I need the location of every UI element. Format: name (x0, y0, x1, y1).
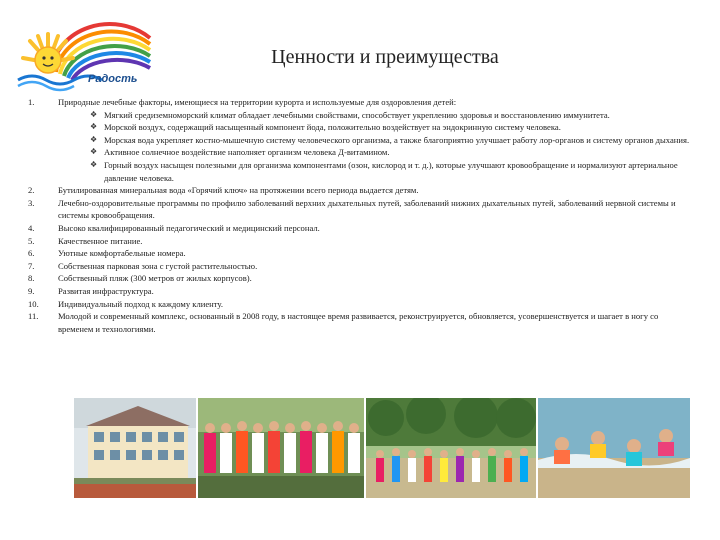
sub-item-text: Горный воздух насыщен полезными для организма компонентами (озон, кислород и т. д.), которые улучшают кровообращение и нормализуют артериальное давление человека. (104, 159, 678, 183)
item-text: Молодой и современный комплекс, основанный в 2008 году, в настоящее время развивается, реконструируется, обновляется, усовершенствуется и шагает в ногу со временем и технологиями. (58, 311, 659, 334)
item-number: 11. (28, 311, 39, 322)
values-list (28, 96, 694, 335)
photo-strip (74, 398, 690, 498)
item-number: 10. (28, 298, 39, 309)
item-text: Индивидуальный подход к каждому клиенту. (58, 298, 223, 309)
item-text: Лечебно-оздоровительные программы по профилю заболеваний верхних дыхательных путей, заболеваний нижних дыхательных путей, заболеваний нервной системы и системы кровообращения. (58, 197, 676, 221)
item-number: 6. (28, 248, 35, 259)
children-group-photo (198, 398, 364, 498)
diamond-bullet-icon: ❖ (90, 122, 98, 132)
item-number: 5. (28, 235, 35, 246)
list-item (28, 96, 694, 109)
item-text: Природные лечебные факторы, имеющиеся на территории курорта и используемые для оздоровления детей: (58, 97, 457, 107)
beach-children-photo (538, 398, 690, 498)
list-item (28, 272, 694, 285)
page-title: Ценности и преимущества (271, 46, 499, 68)
item-number: 2. (28, 185, 35, 196)
item-text: Высоко квалифицированный педагогический и медицинский персонал. (58, 222, 320, 233)
item-text: Развитая инфраструктура. (58, 285, 154, 296)
list-item (28, 222, 694, 235)
list-item (28, 247, 694, 260)
sub-item-text: Морская вода укрепляет костно-мышечную систему человеческого организма, а также благоприятно улучшает работу лор-органов и систему органов дыхания. (104, 134, 690, 145)
resort-building-photo (74, 398, 196, 498)
sub-list-item (28, 134, 694, 147)
list-item (28, 298, 694, 311)
item-number: 4. (28, 222, 35, 233)
list-item (28, 197, 694, 222)
item-number: 7. (28, 260, 35, 271)
diamond-bullet-icon: ❖ (90, 159, 98, 169)
item-text: Качественное питание. (58, 235, 143, 246)
sub-item-text: Активное солнечное воздействие наполняет организм человека Д-витамином. (104, 147, 390, 158)
list-item (28, 285, 694, 298)
list-item (28, 310, 694, 335)
list-item (28, 260, 694, 273)
item-text: Собственная парковая зона с густой растительностью. (58, 260, 258, 271)
item-number: 3. (28, 197, 35, 208)
sub-item-text: Морской воздух, содержащий насыщенный компонент йода, положительно воздействует на эндокринную систему человека. (104, 122, 561, 133)
item-text: Собственный пляж (300 метров от жилых корпусов). (58, 273, 252, 284)
diamond-bullet-icon: ❖ (90, 109, 98, 119)
item-number: 8. (28, 273, 35, 284)
diamond-bullet-icon: ❖ (90, 134, 98, 144)
park-crowd-photo (366, 398, 536, 498)
sub-list-item (28, 109, 694, 122)
item-text: Бутилированная минеральная вода «Горячий ключ» на протяжении всего периода выдается детям. (58, 185, 419, 196)
sub-list-item (28, 121, 694, 134)
item-number: 9. (28, 285, 35, 296)
sub-list-item (28, 146, 694, 159)
logo-text: Радость (88, 73, 138, 85)
list-item (28, 235, 694, 248)
sub-list-item (28, 159, 694, 184)
list-item (28, 184, 694, 197)
sub-item-text: Мягкий средиземноморский климат обладает лечебными свойствами, способствует укреплению здоровья и восстановлению иммунитета. (104, 109, 610, 120)
diamond-bullet-icon: ❖ (90, 147, 98, 157)
item-number: 1. (28, 97, 35, 107)
item-text: Уютные комфортабельные номера. (58, 248, 186, 259)
